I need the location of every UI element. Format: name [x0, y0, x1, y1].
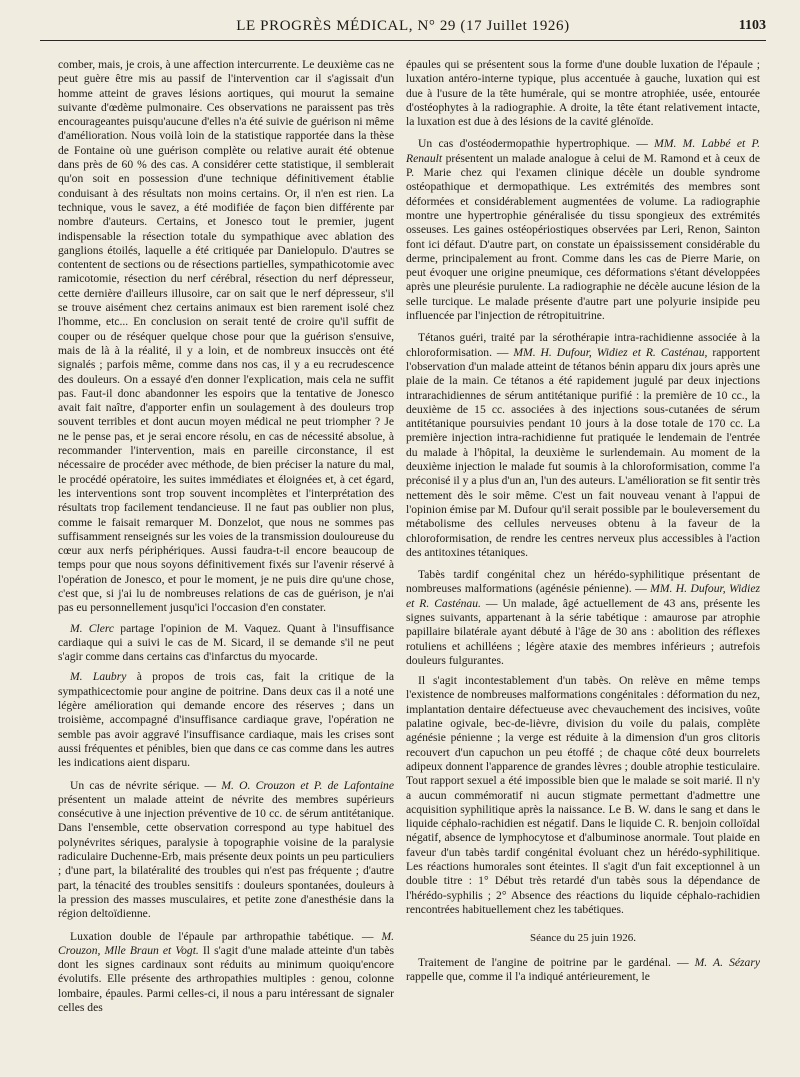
case-authors: MM. M. Labbé et P. Renault [406, 137, 760, 165]
case-report: Tabès tardif congénital chez un hérédo-syphilitique présentant de nombreuses malformations (agénésie pénienne). — MM. H. Dufour, Widiez et R. Casténau. — Un malade, âgé actuellement de 43 ans, présente les signes suivants, appartenant à la série tabétique : amaurose par atrophie papillaire bilatérale ayant débuté à l'âge de 30 ans : abolition des réflexes rotuliens et achilléens ; légère ataxie des membres inférieurs ; autrefois douleurs fulgurantes. [406, 568, 760, 667]
case-report: Traitement de l'angine de poitrine par le gardénal. — M. A. Sézary rappelle que, comme il l'a indiqué antérieurement, le [406, 955, 760, 983]
paragraph: comber, mais, je crois, à une affection intercurrente. Le deuxième cas ne peut guère être mis au passif de l'intervention car il s'agissait d'un homme atteint de graves lésions aortiques, qui mourut la semaine suivante d'œdème pulmonaire. Ces observations ne paraissent pas très encourageantes puisqu'aucune d'elles n'a été suivie de guérison ni même d'amélioration. Nous voilà loin de la statistique rapportée dans la thèse de Fontaine où une guérison complète ou relative aurait été obtenue dans près de 60 % des cas. A considérer cette statistique, il semblerait qu'on soit en possession d'une technique définitivement établie conduisant à des résultats non moins certains. Or, il n'en est rien. La technique, vous le savez, a été modifiée de façon bien différente par nombre d'auteurs. Certains, et Jonesco tout le premier, jugent indispensable la résection totale du sympathique avec ablation des ganglions étoilés, laquelle a été critiquée par Danielopulo. D'autres se contentent de sections ou de résections partielles, sympathicotomie avec ramicotomie, résection du nerf cérébral, résection du nerf dépresseur, cette dernière d'ailleurs illusoire, car on sait que le nerf dépresseur, s'il se trouve aisément chez certains animaux est bien rarement isolé chez l'homme, etc... En conclusion on serait tenté de croire qu'il suffit de couper ou de réséquer quelque chose pour que la guérison s'ensuive, mais de là à la réalité, il y a loin, et de nombreux insuccès ont été signalés ; parfois même, comme dans nos cas, il y a eu recrudescence des douleurs. On a essayé d'en donner l'explication, mais cela ne suffit pas. Faut-il donc abandonner les espoirs que la tentative de Jonesco avait fait naître, d'apporter enfin un soulagement à des douleurs trop souvent terribles et dont aucun moyen médical ne peut triompher ? Je ne le pense pas, et je serai encore résolu, en cas de nécessité absolue, à recommander l'intervention, mais en pareille circonstance, il est nécessaire de procéder avec méthode, de bien préciser la nature du mal, le procédé opératoire, les suites immédiates et éloignées et, à cet égard, les interventions sont trop souvent incomplètes et l'interprétation des résultats trop facilement tendancieuse. Il ne faut pas oublier non plus, comme le faisait remarquer M. Donzelot, que nous ne sommes pas suffisamment renseignés sur les voies de la transmission douloureuse du cœur aux nerfs périphériques. Aussi faudra-t-il encore beaucoup de temps pour que nous soyons définitivement fixés sur l'avenir réservé à l'opération de Jonesco, et pour le moment, je ne puis dire qu'une chose, c'est que, si j'ai lu de nombreuses relations de cas de guérison, je n'ai pas eu personnellement jusqu'ici l'occasion d'en constater. [58, 58, 394, 615]
case-authors: M. Crouzon, Mlle Braun et Vogt. [58, 929, 394, 957]
case-authors: MM. H. Dufour, Widiez et R. Casténau, [513, 345, 708, 359]
session-date: Séance du 25 juin 1926. [529, 932, 636, 945]
case-title: Tétanos guéri, traité par la sérothérapie intra-rachidienne associée à la chloroformisation. — [406, 331, 760, 359]
author-name: M. Clerc [70, 621, 115, 635]
case-authors: M. O. Crouzon et P. de Lafontaine [221, 778, 394, 792]
page-number: 1103 [738, 18, 766, 33]
case-authors: MM. H. Dufour, Widiez et R. Casténau. [406, 582, 760, 610]
running-header [40, 12, 766, 41]
paragraph: M. Laubry à propos de trois cas, fait la critique de la sympathicectomie pour angine de poitrine. Dans deux cas il a noté une légère amélioration qui demande encore des réserves ; dans un troisième, accompagné d'insuffisance cardiaque grave, l'opération ne semble pas avoir aggravé l'insuffisance cardiaque, mais les crises sont aussi fréquentes et pénibles, bien que dans ce cas comme dans les autres les indications aient disparu. [58, 670, 394, 770]
case-authors: M. A. Sézary [694, 955, 760, 969]
paragraph: M. Clerc partage l'opinion de M. Vaquez. Quant à l'insuffisance cardiaque qui a suivi le cas de M. Sicard, il se demande s'il ne peut s'agir comme dans certains cas d'infarctus du myocarde. [58, 621, 394, 664]
paragraph: épaules qui se présentent sous la forme d'une double luxation de l'épaule ; luxation antéro-interne typique, plus accentuée à gauche, luxation qui est due à l'usure de la tête humérale, qui se montre atrophiée, usée, entourée d'ostéophytes à la radiographie. A droite, la tête étant relativement intacte, la luxation est due à des lésions de la cavité glénoïde. [406, 58, 760, 129]
case-title: Tabès tardif congénital chez un hérédo-syphilitique présentant de nombreuses malformations (agénésie pénienne). — [406, 568, 760, 596]
case-report: Tétanos guéri, traité par la sérothérapie intra-rachidienne associée à la chloroformisation. — MM. H. Dufour, Widiez et R. Casténau, rapportent l'observation d'un malade atteint de tétanos bénin apparu dix jours après une plaie de la main. Ce tétanos a été rapidement jugulé par deux injections intrarachidiennes de sérum antitétanique purifié : la première de 10 cc., la deuxième de 15 cc. associées à des injections sous-cutanées de sérum antitétanique poursuivies pendant 10 jours à la dose totale de 170 cc. La première injection intra-rachidienne fut pratiquée le lendemain de l'entrée du malade à l'hôpital, la deuxième le surlendemain. Au moment de la deuxième injection le malade fut soumis à la chloroformisation, comme l'a préconisé il y a plus d'un an, l'un des auteurs. L'amélioration se fit sentir très nettement dès le soir même. C'est un fait nouveau venant à l'appui de l'opinion émise par M. Dufour qu'il serait possible par le bouleversement du métabolisme des cellules nerveuses obtenu à la faveur de la chloroformisation, de rendre les centres nerveux plus accessibles à l'action des antitoxines tétaniques. [406, 331, 760, 559]
case-title: Traitement de l'angine de poitrine par le gardénal. — [418, 955, 695, 969]
case-report: Un cas de névrite sérique. — M. O. Crouzon et P. de Lafontaine présentent un malade atteint de névrite des membres supérieurs consécutive à une injection préventive de 10 cc. de sérum antitétanique. Dans l'ensemble, cette observation correspond au type habituel des polynévrites sériques, paralysie à topographie voisine de la paralysie radiculaire Duchenne-Erb, mais présente deux points un peu particuliers ; d'une part, la bilatéralité des troubles qui n'est pas fréquente ; d'autre part, la ténacité des troubles sensitifs : douleurs spontanées, douleurs à la pression des masses musculaires, et petite zone d'anesthésie dans la région deltoïdienne. [58, 778, 394, 921]
case-title: Un cas d'ostéodermopathie hypertrophique. — [418, 137, 655, 151]
case-title: Un cas de névrite sérique. — [70, 778, 222, 792]
case-report: Un cas d'ostéodermopathie hypertrophique. — MM. M. Labbé et P. Renault présentent un malade analogue à celui de M. Ramond et à ceux de P. Marie chez qui l'examen clinique décèle un double syndrome ostéopathique et dermopathique. Les extrémités des membres sont déformées et considérablement augmentées de volume. La radiographie montre une hypertrophie généralisée du tissu spongieux des extrémités osseuses. Les gaines ostéopériostiques observées par Leri, Renon, Sainton font ici défaut. D'autre part, on constate un épaississement considérable du derme, principalement au front. Comme dans les cas de Pierre Marie, on peut évoquer une origine pneumique, ces déformations s'étant développées après une pleurésie purulente. La radiographie ne décèle aucune lésion de la selle turcique. Le malade présente d'autre part une polyurie insipide peu influencée par l'injection de rétropituitrine. [406, 137, 760, 323]
right-column [406, 58, 760, 1070]
case-report: Luxation double de l'épaule par arthropathie tabétique. — M. Crouzon, Mlle Braun et Vogt. Il s'agit d'une malade atteinte d'un tabès dont les signes cardinaux sont réduits au minimum quoiqu'encore évolutifs. Elle présente des arthropathies multiples : genou, colonne lombaire, épaules. Parmi celles-ci, il nous a paru intéressant de signaler celles des [58, 929, 394, 1014]
journal-title: LE PROGRÈS MÉDICAL, N° 29 (17 Juillet 1926) [236, 17, 570, 34]
paragraph: Il s'agit incontestablement d'un tabès. On relève en même temps l'existence de nombreuses malformations congénitales : déformation du nez, implantation dentaire défectueuse avec chevauchement des incisives, voûte palatine ogivale, bec-de-lièvre, division du voile du palais, complète agénésie pénienne ; la verge est réduite à la dimension d'un gros clitoris recouvert d'un capuchon un peu étoffé ; de chaque côté deux bourrelets adipeux donnent l'apparence de grandes lèvres ; double atrophie testiculaire. Tout rapport sexuel a été impossible bien que le malade se soit marié. Il n'y a aucun commémoratif ni aucun stigmate permettant d'admettre une acquisition syphilitique après la naissance. Le B. W. dans le sang et dans le liquide céphalo-rachidien est négatif. Dans le liquide C. R. benjoin colloïdal négatif, absence de lymphocytose et d'albuminose anormale. Tout plaide en faveur d'un tabès tardif congénital évoluant chez un hérédo-syphilitique. Les réactions humorales sont éteintes. Il s'agit d'un fait exceptionnel à un double titre : 1° Début très retardé d'un tabès sous la dépendance de l'hérédo-syphilis ; 2° Absence des réactions du liquide céphalo-rachidien rencontrées habituellement chez les tabétiques. [406, 674, 760, 916]
author-name: M. Laubry [70, 670, 127, 684]
left-column [58, 58, 394, 1070]
case-title: Luxation double de l'épaule par arthropathie tabétique. — [70, 929, 382, 943]
